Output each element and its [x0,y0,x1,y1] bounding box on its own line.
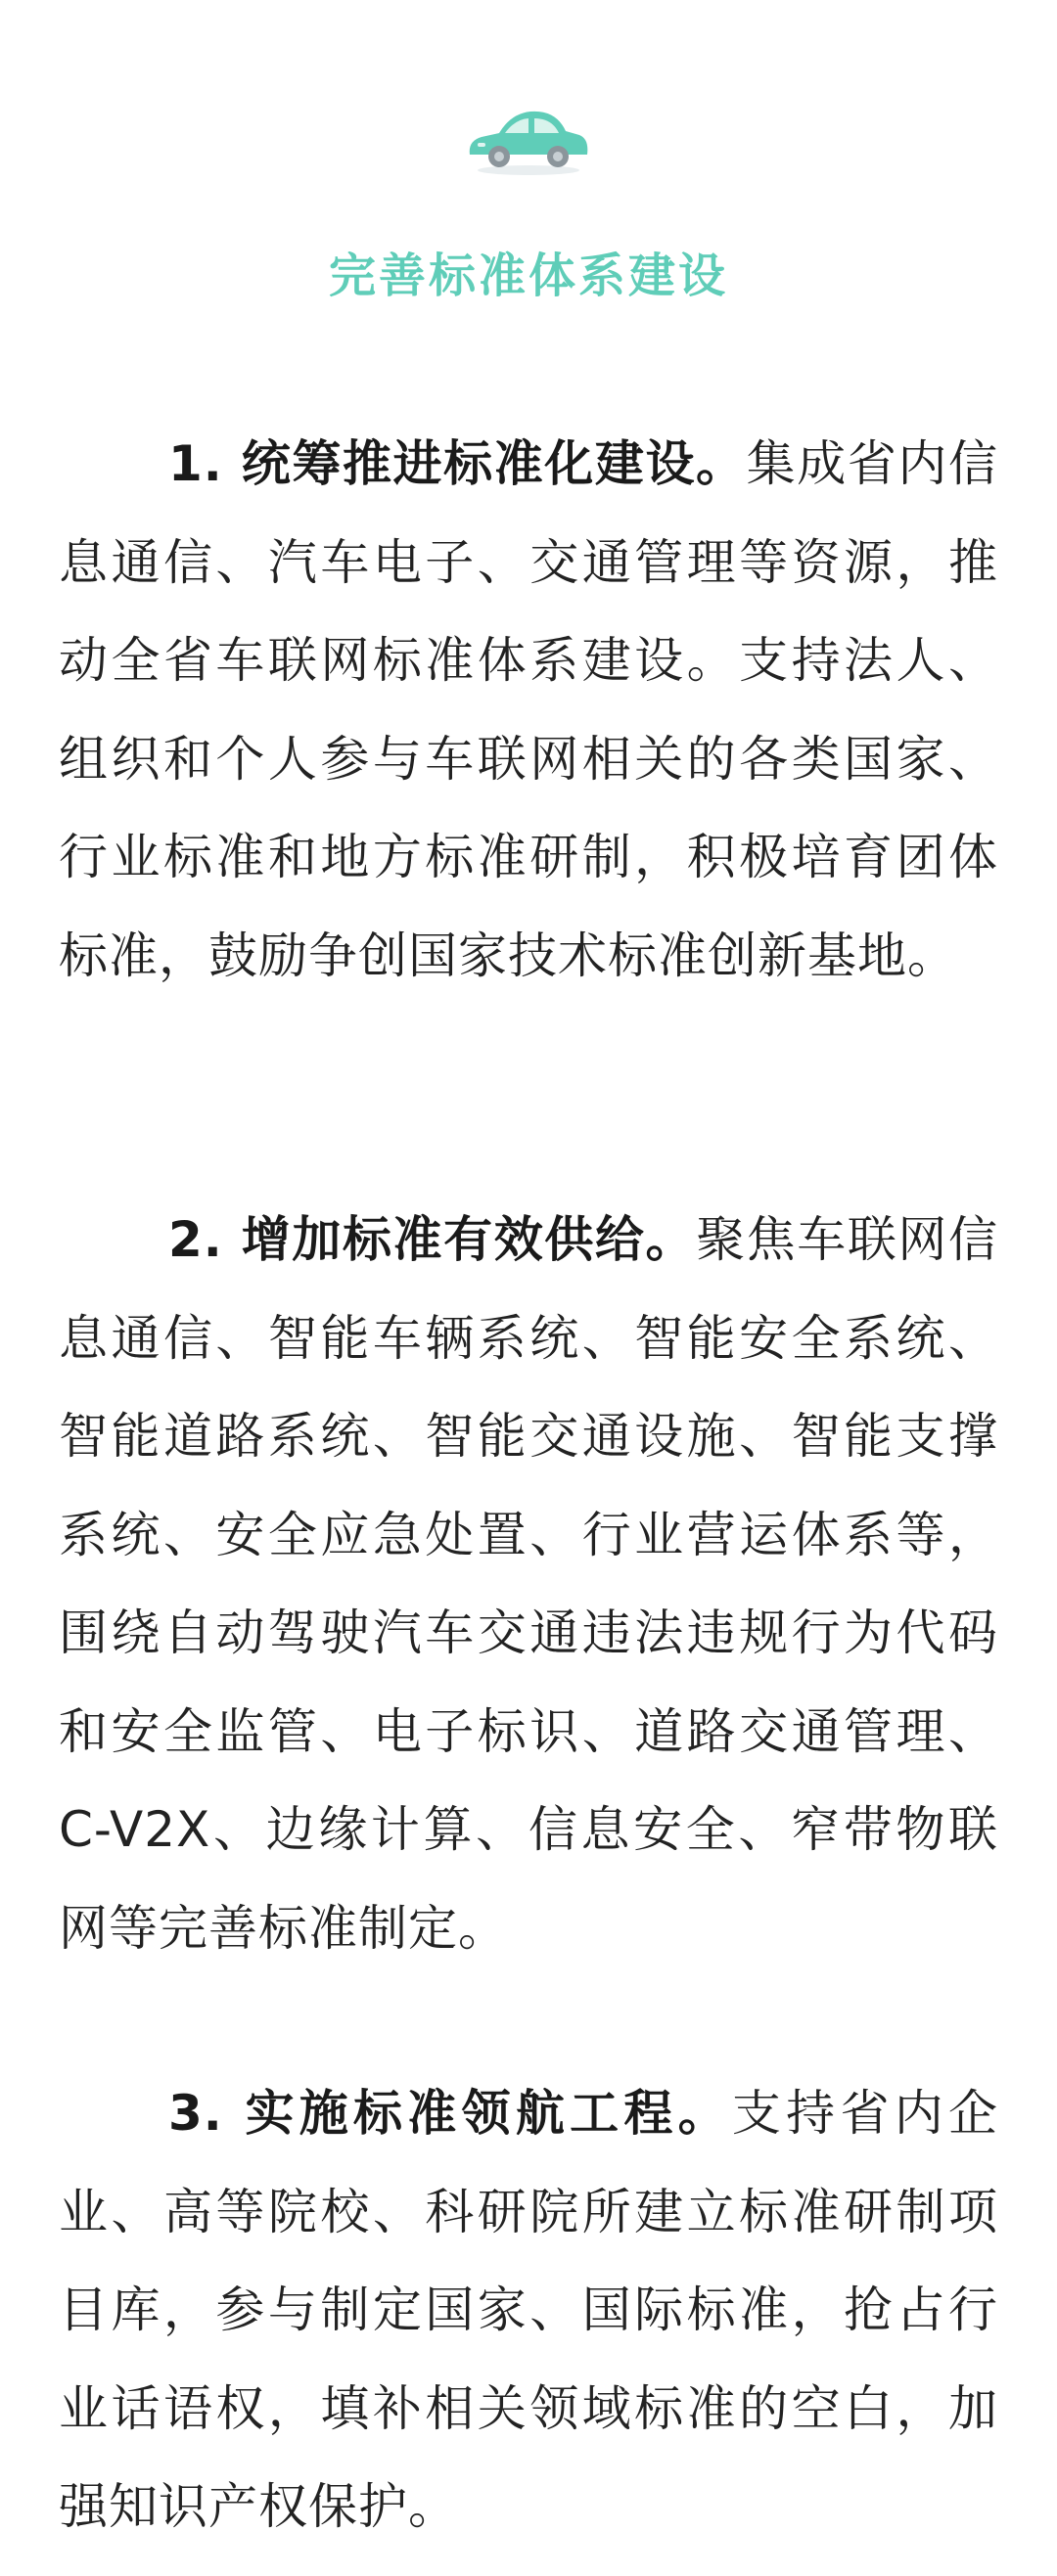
paragraph-3-lead: 3. 实施标准领航工程。 [168,2085,732,2142]
paragraph-2-body: 聚焦车联网信息通信、智能车辆系统、智能安全系统、智能道路系统、智能交通设施、智能支撑系统、安全应急处置、行业营运体系等，围绕自动驾驶汽车交通违法违规行为代码和安全监管、电子标识、道路交通管理、C-V2X、边缘计算、信息安全、窄带物联网等完善标准制定。 [59,1211,998,1957]
paragraph-1-lead: 1. 统筹推进标准化建设。 [168,435,747,492]
section-title: 完善标准体系建设 [328,249,728,303]
car-icon [460,98,597,176]
paragraph-2 [59,1191,998,1977]
paragraph-3-body: 支持省内企业、高等院校、科研院所建立标准研制项目库，参与制定国家、国际标准，抢占行业话语权，填补相关领域标准的空白，加强知识产权保护。 [59,2085,998,2535]
paragraph-1 [59,415,998,1005]
paragraph-2-lead: 2. 增加标准有效供给。 [168,1211,697,1268]
car-illustration [460,98,597,176]
paragraph-1-body: 集成省内信息通信、汽车电子、交通管理等资源，推动全省车联网标准体系建设。支持法人、组织和个人参与车联网相关的各类国家、行业标准和地方标准研制，积极培育团体标准，鼓励争创国家技术标准创新基地。 [59,435,999,984]
paragraph-3 [59,2064,998,2556]
